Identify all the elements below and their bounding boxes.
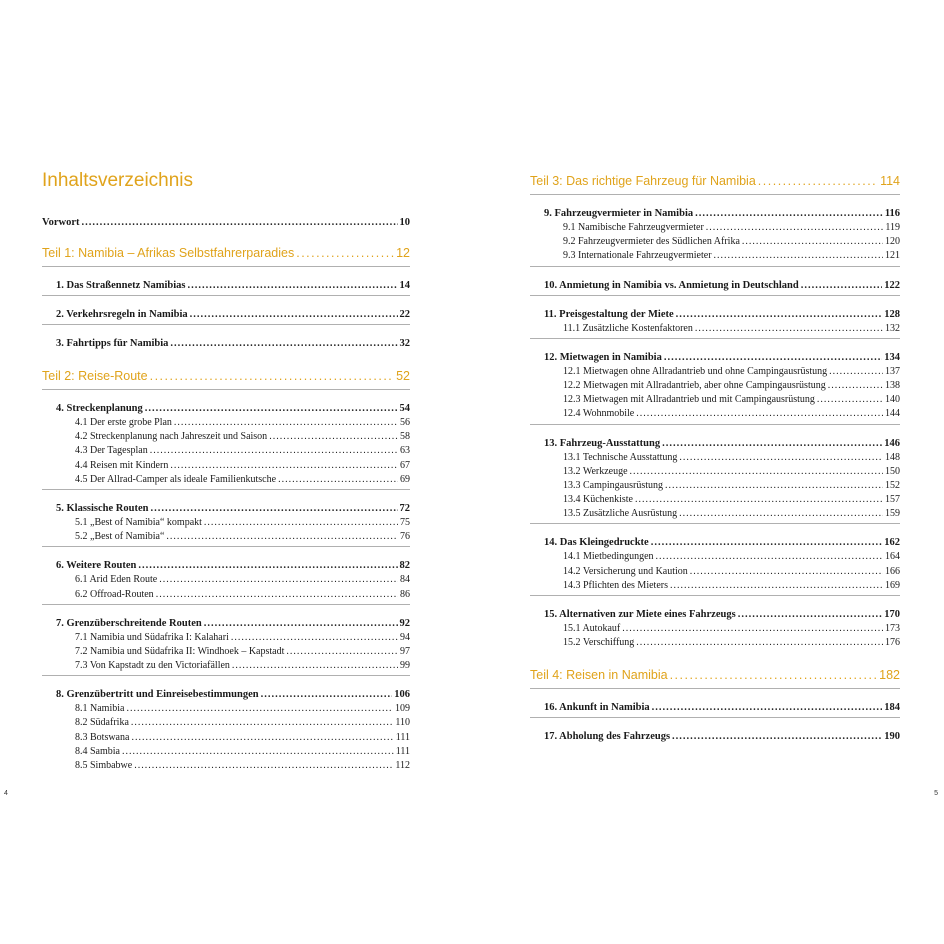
entry-label: 13.1 Technische Ausstattung — [563, 451, 678, 463]
entry-label: 11. Preisgestaltung der Miete — [544, 308, 674, 320]
entry-page: 120 — [885, 236, 900, 248]
leader-dots — [131, 731, 393, 745]
leader-dots — [670, 666, 878, 684]
leader-dots — [630, 465, 883, 479]
toc-subsection-entry[interactable] — [42, 416, 410, 430]
toc-chapter-entry[interactable] — [530, 437, 900, 451]
leader-dots — [138, 559, 397, 573]
chapter-block — [530, 308, 900, 339]
toc-subsection-entry[interactable] — [42, 459, 410, 473]
entry-page: 134 — [884, 351, 900, 363]
toc-subsection-entry[interactable] — [530, 393, 900, 407]
toc-subsection-entry[interactable] — [42, 516, 410, 530]
entry-label: Teil 1: Namibia – Afrikas Selbstfahrerparadies — [42, 246, 295, 260]
leader-dots — [652, 701, 883, 715]
entry-page: 137 — [885, 365, 900, 377]
toc-chapter-entry[interactable] — [530, 207, 900, 221]
toc-subsection-entry[interactable] — [530, 550, 900, 564]
entry-label: 2. Verkehrsregeln in Namibia — [56, 309, 188, 320]
toc-subsection-entry[interactable] — [530, 565, 900, 579]
entry-label: 4.2 Streckenplanung nach Jahreszeit und Saison — [75, 431, 268, 443]
chapter-block — [530, 437, 900, 525]
entry-page: 190 — [884, 731, 900, 743]
entry-label: 11.1 Zusätzliche Kostenfaktoren — [563, 322, 693, 334]
toc-chapter-entry[interactable] — [530, 279, 900, 293]
leader-dots — [636, 636, 883, 650]
chapter-block — [42, 559, 410, 604]
chapter-block — [530, 536, 900, 596]
leader-dots — [670, 579, 883, 593]
toc-subsection-entry[interactable] — [42, 444, 410, 458]
toc-subsection-entry[interactable] — [42, 659, 410, 673]
toc-part-heading[interactable] — [530, 172, 900, 190]
leader-dots — [134, 759, 393, 773]
toc-subsection-entry[interactable] — [42, 759, 410, 773]
chapter-block — [530, 701, 900, 718]
entry-page: 150 — [885, 465, 900, 477]
entry-label: 14.1 Mietbedingungen — [563, 551, 654, 563]
entry-label: 13.4 Küchenkiste — [563, 494, 633, 506]
leader-dots — [665, 479, 883, 493]
toc-subsection-entry[interactable] — [530, 249, 900, 263]
entry-label: 10. Anmietung in Namibia vs. Anmietung in Deutschland — [544, 279, 799, 291]
leader-dots — [622, 622, 883, 636]
part-heading-block — [42, 244, 410, 267]
entry-page: 99 — [400, 660, 410, 672]
chapter-block — [530, 608, 900, 652]
entry-label: 8.2 Südafrika — [75, 717, 129, 729]
leader-dots — [714, 249, 883, 263]
leader-dots — [656, 550, 883, 564]
leader-dots — [174, 416, 398, 430]
leader-dots — [150, 502, 397, 516]
toc-part-heading[interactable] — [42, 367, 410, 385]
entry-label: 9.3 Internationale Fahrzeugvermieter — [563, 250, 712, 262]
entry-label: 5. Klassische Routen — [56, 502, 149, 514]
chapter-block — [42, 279, 410, 296]
leader-dots — [679, 507, 883, 521]
entry-page: 82 — [399, 560, 410, 572]
leader-dots — [278, 473, 398, 487]
entry-label: 12.2 Mietwagen mit Allradantrieb, aber ohne Campingausrüstung — [563, 379, 826, 391]
entry-label: 9.2 Fahrzeugvermieter des Südlichen Afrika — [563, 236, 740, 248]
part-heading-block — [530, 666, 900, 689]
leader-dots — [231, 631, 398, 645]
chapter-block — [530, 351, 900, 425]
leader-dots — [679, 451, 883, 465]
toc-chapter-entry[interactable] — [42, 502, 410, 516]
toc-subsection-entry[interactable] — [42, 430, 410, 444]
leader-dots — [662, 437, 882, 451]
toc-subsection-entry[interactable] — [530, 479, 900, 493]
entry-label: 4.1 Der erste grobe Plan — [75, 417, 172, 428]
entry-page: 22 — [399, 309, 410, 320]
toc-subsection-entry[interactable] — [42, 573, 410, 587]
entry-page: 116 — [884, 208, 900, 219]
leader-dots — [150, 367, 394, 385]
entry-page: 162 — [884, 537, 900, 549]
entry-page: 184 — [884, 702, 900, 714]
toc-chapter-entry[interactable] — [530, 608, 900, 622]
leader-dots — [672, 730, 882, 744]
leader-dots — [695, 322, 883, 336]
toc-chapter-entry[interactable] — [42, 688, 410, 702]
leader-dots — [296, 244, 394, 262]
entry-page: 110 — [395, 717, 410, 729]
leader-dots — [738, 608, 883, 622]
entry-label: 8. Grenzübertritt und Einreisebestimmungen — [56, 689, 259, 701]
leader-dots — [690, 565, 883, 579]
entry-page: 144 — [885, 408, 900, 420]
leader-dots — [170, 459, 398, 473]
right-page — [472, 0, 944, 944]
entry-page: 146 — [884, 437, 900, 449]
leader-dots — [801, 279, 883, 293]
entry-label: Vorwort — [42, 217, 80, 228]
entry-label: 8.5 Simbabwe — [75, 760, 133, 771]
toc-chapter-entry[interactable] — [42, 308, 410, 322]
entry-label: 4. Streckenplanung — [56, 403, 143, 414]
entry-page: 14 — [399, 280, 410, 291]
entry-label: 12. Mietwagen in Namibia — [544, 351, 662, 363]
entry-page: 159 — [885, 508, 900, 520]
toc-subsection-entry[interactable] — [42, 745, 410, 759]
entry-label: 13.5 Zusätzliche Ausrüstung — [563, 508, 678, 520]
toc-subsection-entry[interactable] — [530, 622, 900, 636]
leader-dots — [635, 493, 883, 507]
leader-dots — [170, 337, 397, 351]
entry-page: 86 — [400, 588, 410, 600]
entry-page: 140 — [885, 394, 900, 406]
entry-label: 15.1 Autokauf — [563, 623, 621, 634]
entry-page: 122 — [884, 279, 900, 291]
entry-page: 63 — [400, 445, 410, 457]
toc-chapter-entry[interactable] — [530, 308, 900, 322]
entry-label: 5.2 „Best of Namibia“ — [75, 531, 165, 543]
entry-page: 176 — [885, 637, 900, 649]
entry-page: 10 — [399, 217, 410, 228]
chapter-block — [42, 617, 410, 677]
toc-subsection-entry[interactable] — [530, 221, 900, 235]
entry-label: 5.1 „Best of Namibia“ kompakt — [75, 516, 202, 528]
entry-label: 4.4 Reisen mit Kindern — [75, 459, 169, 471]
chapter-block — [530, 279, 900, 296]
entry-page: 169 — [885, 579, 900, 591]
entry-label: 6. Weitere Routen — [56, 560, 137, 572]
leader-dots — [190, 308, 398, 322]
page-number: 5 — [934, 790, 938, 797]
entry-label: 14.3 Pflichten des Mieters — [563, 579, 668, 591]
toc-subsection-entry[interactable] — [42, 731, 410, 745]
entry-label: 16. Ankunft in Namibia — [544, 702, 650, 714]
entry-page: 69 — [400, 473, 410, 485]
entry-page: 92 — [399, 617, 410, 629]
page-number: 4 — [4, 790, 8, 797]
chapter-block — [530, 207, 900, 267]
leader-dots — [817, 393, 883, 407]
toc-subsection-entry[interactable] — [530, 365, 900, 379]
entry-label: 7.2 Namibia und Südafrika II: Windhoek – Kapstadt — [75, 645, 285, 657]
chapter-block — [42, 502, 410, 547]
entry-page: 157 — [885, 494, 900, 506]
leader-dots — [159, 573, 398, 587]
toc-chapter-entry[interactable] — [530, 536, 900, 550]
entry-page: 52 — [396, 369, 410, 383]
part-heading-block — [42, 367, 410, 390]
entry-label: 12.4 Wohnmobile — [563, 408, 635, 420]
entry-page: 111 — [395, 731, 410, 743]
toc-subsection-entry[interactable] — [42, 588, 410, 602]
toc-subsection-entry[interactable] — [530, 493, 900, 507]
toc-subsection-entry[interactable] — [530, 322, 900, 336]
part-heading-block — [530, 172, 900, 195]
entry-page: 170 — [884, 609, 900, 620]
toc-part-heading[interactable] — [530, 666, 900, 684]
toc-subsection-entry[interactable] — [530, 465, 900, 479]
entry-label: Teil 3: Das richtige Fahrzeug für Namibia — [530, 174, 756, 188]
leader-dots — [261, 688, 393, 702]
entry-page: 121 — [885, 250, 900, 262]
entry-label: 4.3 Der Tagesplan — [75, 445, 148, 457]
entry-label: 14.2 Versicherung und Kaution — [563, 565, 688, 577]
chapter-block — [42, 688, 410, 775]
entry-page: 132 — [885, 322, 900, 334]
leader-dots — [131, 716, 393, 730]
leader-dots — [82, 216, 398, 230]
toc-subsection-entry[interactable] — [42, 645, 410, 659]
leader-dots — [122, 745, 394, 759]
entry-label: Teil 2: Reise-Route — [42, 369, 148, 383]
leader-dots — [828, 379, 883, 393]
toc-chapter-entry[interactable] — [530, 351, 900, 365]
entry-label: 7.1 Namibia und Südafrika I: Kalahari — [75, 631, 229, 643]
entry-page: 12 — [396, 246, 410, 260]
entry-page: 148 — [885, 451, 900, 463]
entry-page: 173 — [885, 623, 900, 634]
leader-dots — [166, 530, 398, 544]
toc-chapter-entry[interactable] — [42, 402, 410, 416]
entry-label: 13. Fahrzeug-Ausstattung — [544, 437, 661, 449]
leader-dots — [269, 430, 398, 444]
leader-dots — [706, 221, 884, 235]
entry-page: 114 — [880, 174, 900, 188]
toc-chapter-entry[interactable] — [530, 701, 900, 715]
toc-column-left — [42, 216, 410, 775]
leader-dots — [664, 351, 882, 365]
entry-page: 109 — [395, 703, 410, 715]
toc-title: Inhaltsverzeichnis — [42, 170, 194, 191]
entry-label: 13.3 Campingausrüstung — [563, 479, 663, 491]
entry-page: 54 — [399, 403, 410, 414]
leader-dots — [145, 402, 398, 416]
toc-subsection-entry[interactable] — [530, 379, 900, 393]
entry-label: 14. Das Kleingedruckte — [544, 537, 649, 549]
toc-subsection-entry[interactable] — [530, 636, 900, 650]
entry-page: 75 — [400, 516, 410, 528]
entry-label: 8.4 Sambia — [75, 745, 120, 757]
entry-page: 76 — [400, 531, 410, 543]
toc-entry-vorwort[interactable] — [42, 216, 410, 230]
entry-page: 128 — [884, 308, 900, 320]
toc-chapter-entry[interactable] — [42, 617, 410, 631]
leader-dots — [742, 235, 883, 249]
leader-dots — [126, 702, 393, 716]
entry-label: 3. Fahrtipps für Namibia — [56, 338, 169, 349]
toc-subsection-entry[interactable] — [530, 579, 900, 593]
entry-page: 56 — [400, 417, 410, 428]
chapter-block — [42, 337, 410, 353]
entry-label: 6.2 Offroad-Routen — [75, 588, 154, 600]
entry-label: 17. Abholung des Fahrzeugs — [544, 731, 671, 743]
leader-dots — [829, 365, 883, 379]
toc-subsection-entry[interactable] — [42, 530, 410, 544]
toc-subsection-entry[interactable] — [530, 407, 900, 421]
entry-label: 6.1 Arid Eden Route — [75, 574, 158, 586]
entry-page: 164 — [885, 551, 900, 563]
leader-dots — [204, 516, 398, 530]
entry-page: 152 — [885, 479, 900, 491]
entry-label: 12.3 Mietwagen mit Allradantrieb und mit Campingausrüstung — [563, 394, 815, 406]
entry-label: Teil 4: Reisen in Namibia — [530, 668, 668, 683]
leader-dots — [758, 172, 878, 190]
toc-chapter-entry[interactable] — [530, 730, 900, 744]
chapter-block — [42, 308, 410, 325]
entry-page: 94 — [400, 631, 410, 643]
toc-part-heading[interactable] — [42, 244, 410, 262]
entry-page: 97 — [400, 645, 410, 657]
entry-page: 138 — [885, 379, 900, 391]
entry-label: 15. Alternativen zur Miete eines Fahrzeugs — [544, 609, 736, 620]
toc-column-right — [530, 172, 900, 746]
entry-label: 9. Fahrzeugvermieter in Namibia — [544, 208, 694, 219]
leader-dots — [651, 536, 883, 550]
toc-subsection-entry[interactable] — [530, 235, 900, 249]
entry-page: 166 — [885, 565, 900, 577]
entry-label: 7. Grenzüberschreitende Routen — [56, 617, 202, 629]
entry-page: 84 — [400, 574, 410, 586]
entry-label: 8.3 Botswana — [75, 731, 130, 743]
entry-page: 72 — [399, 502, 410, 514]
entry-page: 112 — [395, 760, 410, 771]
toc-chapter-entry[interactable] — [42, 279, 410, 293]
leader-dots — [695, 207, 883, 221]
entry-label: 15.2 Verschiffung — [563, 637, 635, 649]
entry-label: 8.1 Namibia — [75, 703, 125, 715]
leader-dots — [676, 308, 883, 322]
toc-chapter-entry[interactable] — [42, 337, 410, 351]
entry-page: 67 — [400, 459, 410, 471]
toc-subsection-entry[interactable] — [530, 507, 900, 521]
entry-label: 1. Das Straßennetz Namibias — [56, 280, 186, 291]
entry-label: 4.5 Der Allrad-Camper als ideale Familienkutsche — [75, 473, 277, 485]
chapter-block — [530, 730, 900, 746]
leader-dots — [150, 444, 398, 458]
leader-dots — [156, 588, 398, 602]
entry-page: 182 — [879, 668, 900, 683]
entry-page: 119 — [885, 222, 900, 233]
toc-subsection-entry[interactable] — [42, 716, 410, 730]
entry-page: 32 — [399, 338, 410, 349]
entry-label: 9.1 Namibische Fahrzeugvermieter — [563, 222, 704, 233]
entry-label: 7.3 Von Kapstadt zu den Victoriafällen — [75, 660, 230, 672]
leader-dots — [188, 279, 398, 293]
toc-subsection-entry[interactable] — [42, 702, 410, 716]
entry-page: 58 — [400, 431, 410, 443]
toc-subsection-entry[interactable] — [42, 473, 410, 487]
toc-subsection-entry[interactable] — [530, 451, 900, 465]
leader-dots — [636, 407, 883, 421]
entry-page: 111 — [395, 745, 410, 757]
toc-subsection-entry[interactable] — [42, 631, 410, 645]
chapter-block — [42, 402, 410, 490]
leader-dots — [232, 659, 398, 673]
entry-label: 13.2 Werkzeuge — [563, 465, 628, 477]
toc-chapter-entry[interactable] — [42, 559, 410, 573]
leader-dots — [286, 645, 398, 659]
entry-label: 12.1 Mietwagen ohne Allradantrieb und ohne Campingausrüstung — [563, 365, 828, 377]
leader-dots — [204, 617, 398, 631]
entry-page: 106 — [394, 689, 410, 701]
